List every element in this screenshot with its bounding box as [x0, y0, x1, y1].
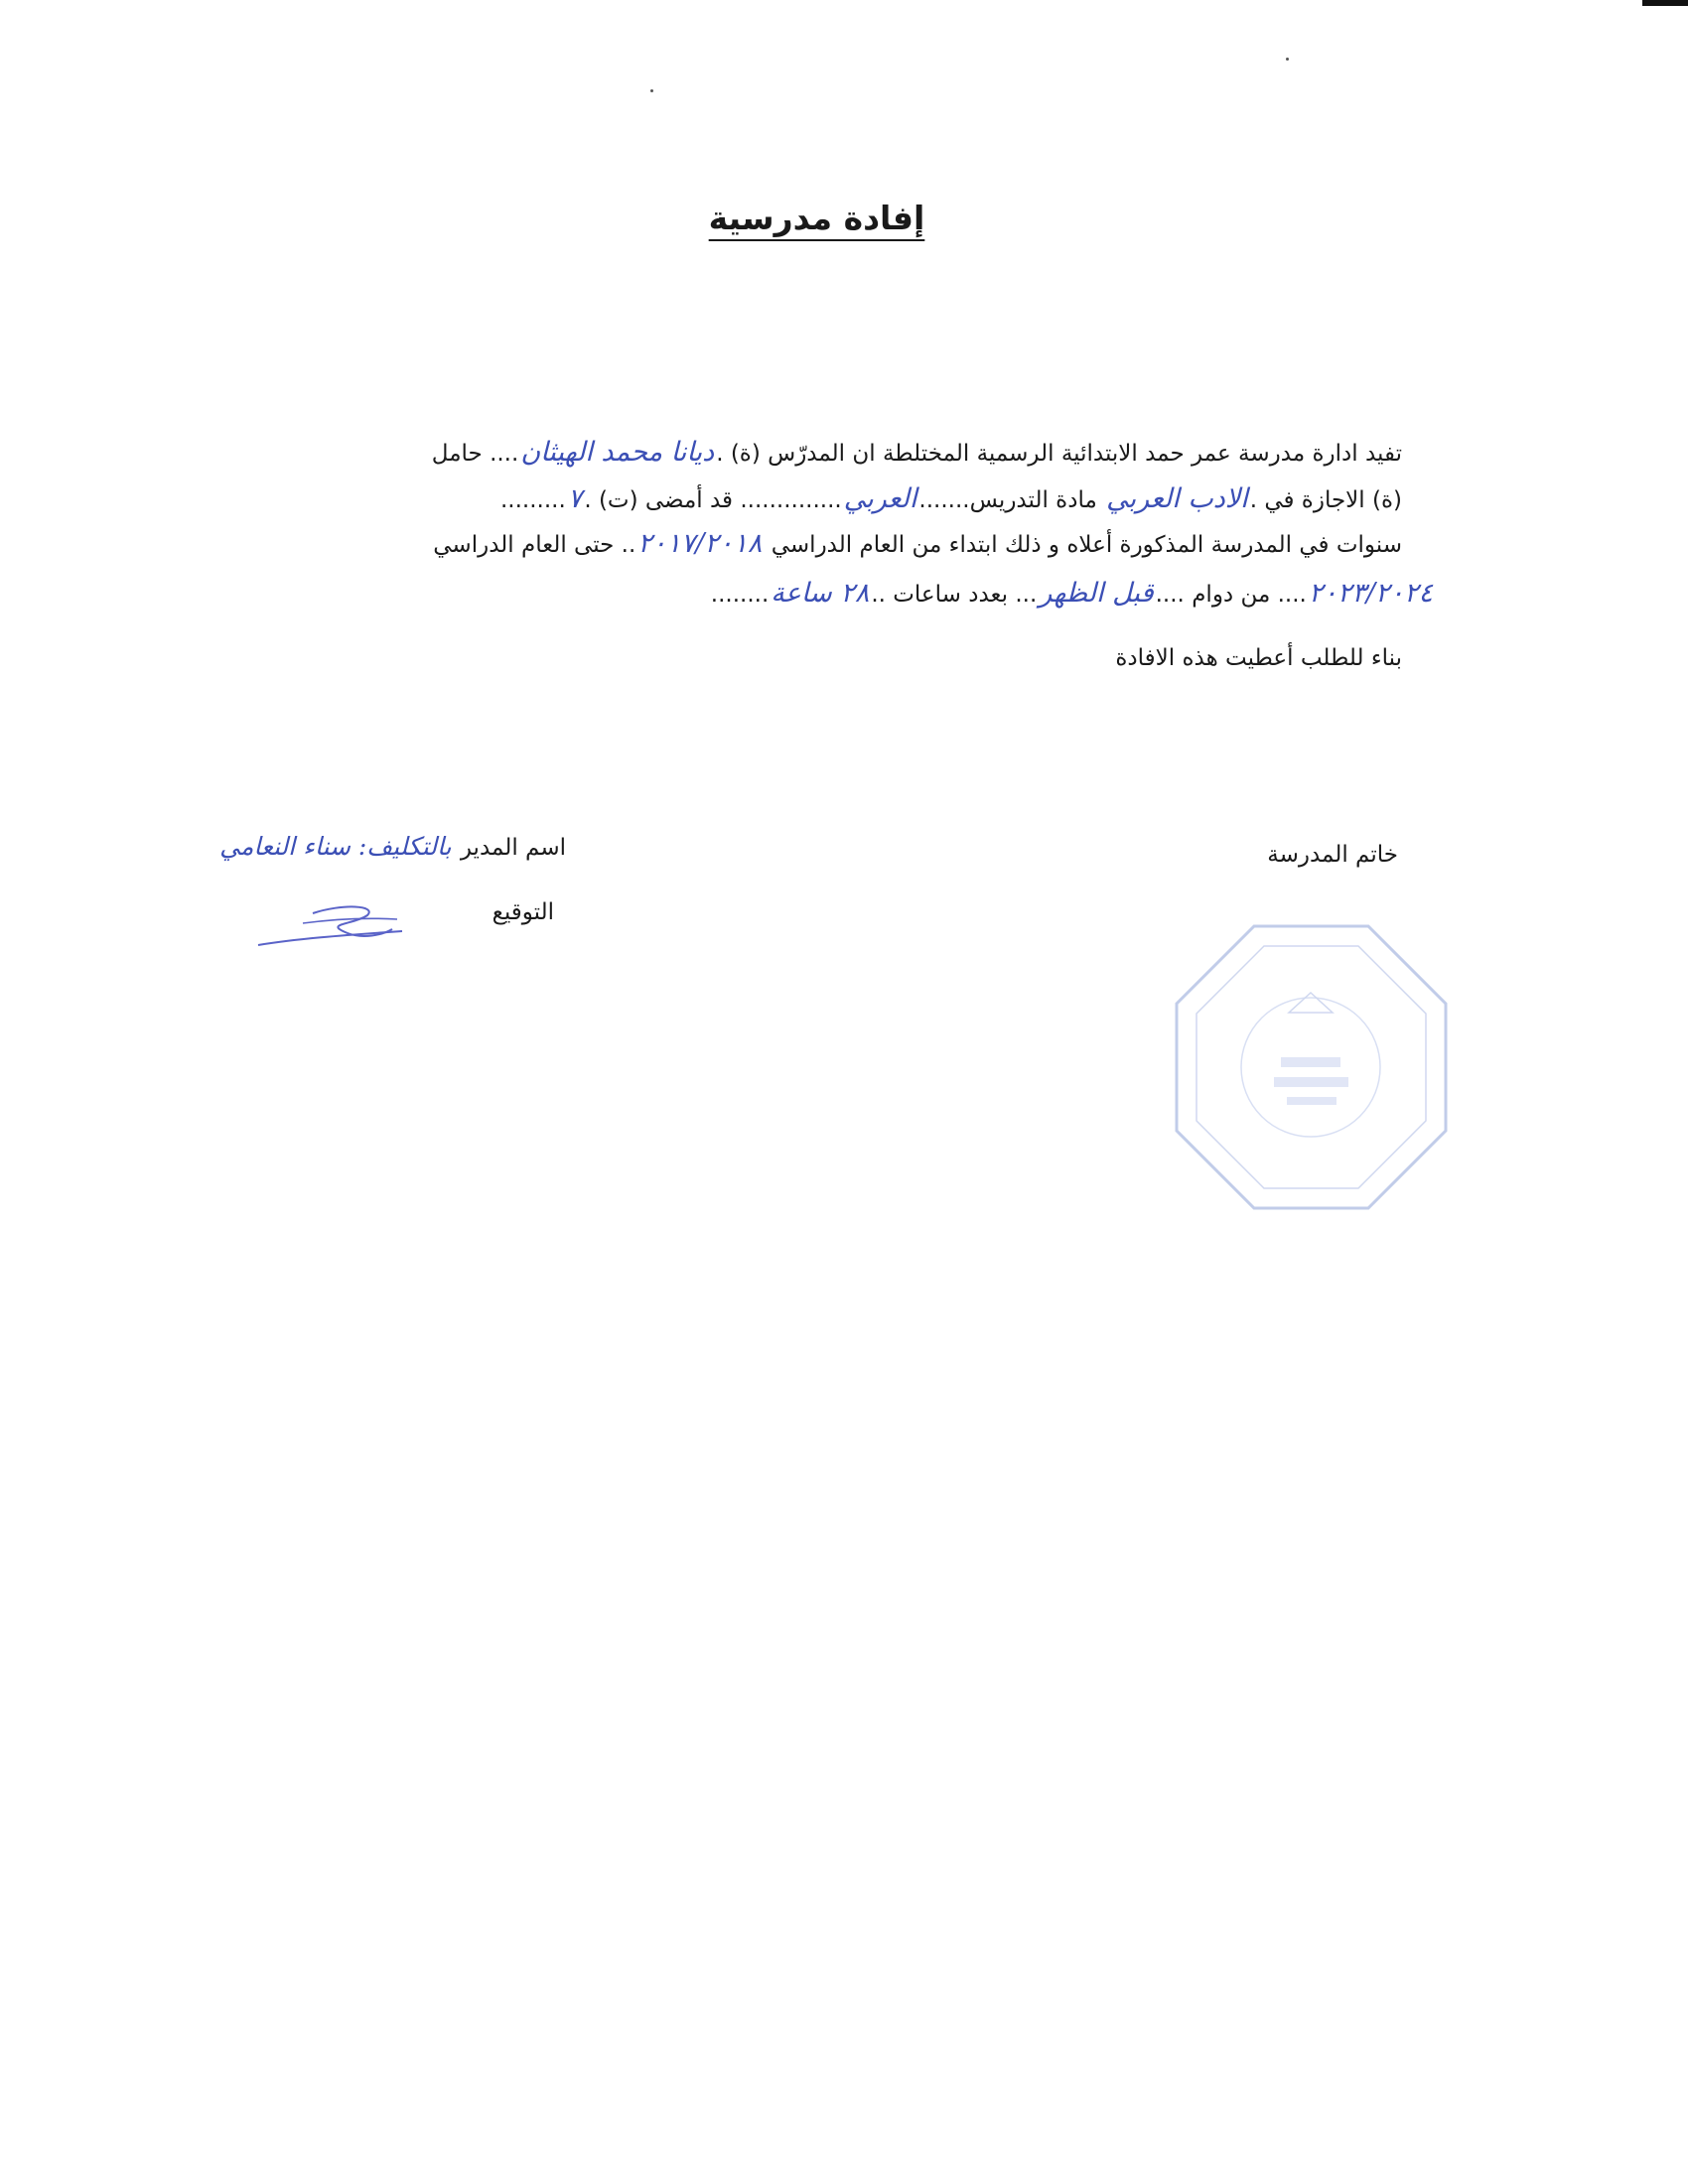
- director-name-row: [217, 832, 566, 861]
- body-line-1: تفيد ادارة مدرسة عمر حمد الابتدائية الرسمية المختلطة ان المدرّس (ة) .ديانا محمد الهيثان.... حامل: [431, 437, 1402, 468]
- director-name-handwritten: بالتكليف: سناء النعامي: [219, 832, 452, 861]
- closing-line: بناء للطلب أعطيت هذه الافادة: [1115, 645, 1402, 671]
- body-text: قد أمضى (ت): [598, 487, 734, 513]
- body-text: حامل: [431, 441, 483, 467]
- school-stamp-icon: [1170, 918, 1453, 1216]
- degree-handwritten: الادب العربي: [1106, 483, 1248, 514]
- scan-speck: [650, 89, 653, 92]
- body-line-3: سنوات في المدرسة المذكورة أعلاه و ذلك ابتداء من العام الدراسي ٢٠١٧/٢٠١٨.. حتى العام الدراسي: [433, 528, 1402, 559]
- body-text: تفيد ادارة مدرسة عمر حمد الابتدائية الرسمية المختلطة ان المدرّس (ة): [730, 441, 1402, 467]
- body-text: مادة التدريس: [969, 487, 1097, 513]
- start-year-handwritten: ٢٠١٧/٢٠١٨: [637, 528, 763, 559]
- signature-icon: [253, 895, 412, 953]
- body-text: سنوات في المدرسة المذكورة أعلاه و ذلك ابتداء من العام الدراسي: [771, 532, 1402, 558]
- body-text: من دوام: [1192, 582, 1271, 608]
- teacher-name-handwritten: ديانا محمد الهيثان: [520, 437, 715, 468]
- scan-speck: [1286, 58, 1289, 61]
- end-year-handwritten: ٢٠٢٣/٢٠٢٤: [1308, 578, 1433, 609]
- body-line-4: ٢٠٢٣/٢٠٢٤.... من دوام ....قبل الظهر... بعدد ساعات ..٢٨ ساعة........: [710, 578, 1433, 609]
- body-text: (ة) الاجازة في: [1264, 487, 1402, 513]
- document-title: إفادة مدرسية: [708, 199, 925, 237]
- subject-handwritten: العربي: [843, 483, 917, 514]
- signature-label: التوقيع: [492, 899, 554, 925]
- stamp-label: خاتم المدرسة: [1267, 842, 1398, 868]
- shift-handwritten: قبل الظهر: [1039, 578, 1154, 609]
- director-label: اسم المدير: [460, 835, 566, 861]
- body-text: حتى العام الدراسي: [433, 532, 615, 558]
- body-text: بعدد ساعات: [893, 582, 1009, 608]
- scan-corner-mark: [1642, 0, 1688, 6]
- years-handwritten: ٧: [567, 483, 583, 514]
- hours-handwritten: ٢٨ ساعة: [771, 578, 870, 609]
- body-line-2: (ة) الاجازة في .الادب العربي مادة التدريس.......العربي.............. قد أمضى (ت) .٧.........: [499, 483, 1402, 514]
